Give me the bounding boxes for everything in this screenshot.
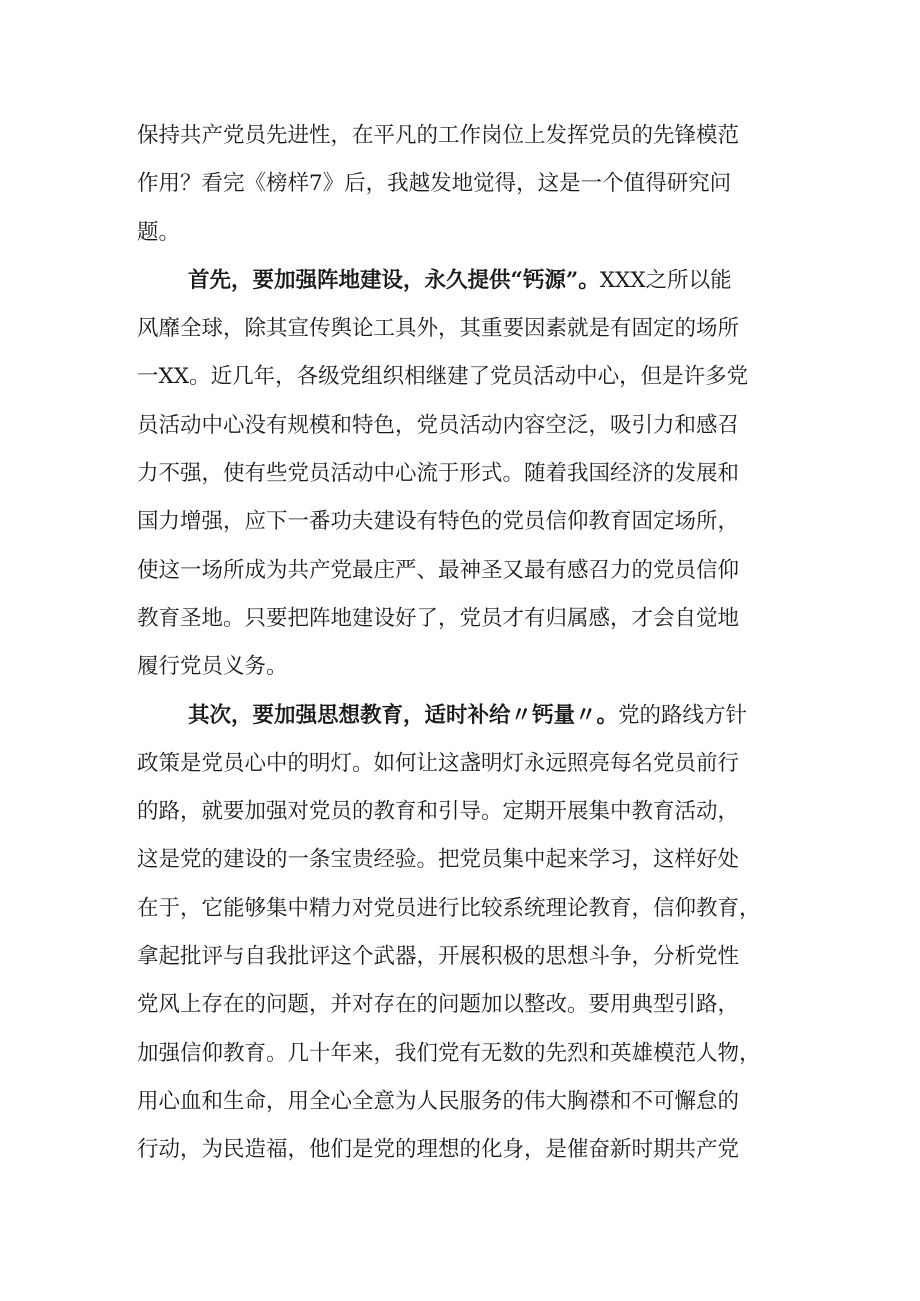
text-line — [137, 1078, 797, 1126]
paragraph-second-line-7: 党风上存在的问题，并对存在的问题加以整改。要用典型引路， — [137, 992, 740, 1018]
text-line — [137, 933, 797, 981]
paragraph-intro-line-3: 题。 — [137, 219, 181, 245]
text-line — [137, 160, 797, 208]
paragraph-second-line-10: 行动，为民造福，他们是党的理想的化身，是催奋新时期共产党 — [137, 1137, 740, 1163]
paragraph-second-line-2: 政策是党员心中的明灯。如何让这盏明灯永远照亮每名党员前行 — [137, 750, 740, 776]
text-line — [137, 643, 797, 691]
paragraph-second-line-1: 党的路线方针 — [618, 702, 748, 728]
text-line — [137, 257, 797, 305]
text-line — [137, 353, 797, 401]
paragraph-intro-line-2: 作用？看完《榜样7》后，我越发地觉得，这是一个值得研究问 — [137, 171, 732, 197]
paragraph-second-line-4: 这是党的建设的一条宝贵经验。把党员集中起来学习，这样好处 — [137, 847, 740, 873]
paragraph-first-line-9: 履行党员义务。 — [137, 654, 288, 680]
paragraph-first-line-8: 教育圣地。只要把阵地建设好了，党员才有归属感，才会自觉地 — [137, 605, 740, 631]
document-body — [137, 112, 797, 1175]
text-line — [137, 547, 797, 595]
text-line — [137, 740, 797, 788]
text-line — [137, 402, 797, 450]
paragraph-first-line-7: 使这一场所成为共产党最庄严、最神圣又最有感召力的党员信仰 — [137, 557, 740, 583]
text-line — [137, 836, 797, 884]
text-line — [137, 885, 797, 933]
text-line — [137, 788, 797, 836]
text-line — [137, 450, 797, 498]
text-line — [137, 498, 797, 546]
paragraph-second-line-5: 在于，它能够集中精力对党员进行比较系统理论教育，信仰教育， — [137, 895, 761, 921]
paragraph-first-line-4: 员活动中心没有规模和特色，党员活动内容空泛，吸引力和感召 — [137, 412, 740, 438]
text-line — [137, 981, 797, 1029]
text-line — [137, 595, 797, 643]
paragraph-second-line-6: 拿起批评与自我批评这个武器，开展积极的思想斗争，分析党性 — [137, 944, 740, 970]
text-line — [137, 1126, 797, 1174]
text-line — [137, 692, 797, 740]
paragraph-second-line-9: 用心血和生命，用全心全意为人民服务的伟大胸襟和不可懈怠的 — [137, 1088, 740, 1114]
paragraph-first-line-3: 一XX。近几年，各级党组织相继建了党员活动中心，但是许多党 — [137, 364, 749, 390]
text-line — [137, 112, 797, 160]
paragraph-first-line-1: XXX之所以能 — [599, 267, 732, 293]
paragraph-first-line-6: 国力增强，应下一番功夫建设有特色的党员信仰教育固定场所， — [137, 509, 740, 535]
text-line — [137, 1030, 797, 1078]
text-line — [137, 305, 797, 353]
paragraph-intro-line-1: 保持共产党员先进性，在平凡的工作岗位上发挥党员的先锋模范 — [137, 123, 740, 148]
paragraph-second-line-8: 加强信仰教育。几十年来，我们党有无数的先烈和英雄模范人物， — [137, 1040, 761, 1066]
paragraph-second-line-3: 的路，就要加强对党员的教育和引导。定期开展集中教育活动， — [137, 799, 740, 825]
text-line — [137, 209, 797, 257]
paragraph-first-line-5: 力不强，使有些党员活动中心流于形式。随着我国经济的发展和 — [137, 461, 740, 487]
paragraph-first-heading: 首先，要加强阵地建设，永久提供“钙源”。 — [188, 267, 600, 293]
paragraph-second-heading: 其次，要加强思想教育，适时补给〃钙量〃。 — [188, 702, 619, 728]
paragraph-first-line-2: 风靡全球，除其宣传舆论工具外，其重要因素就是有固定的场所 — [137, 316, 740, 342]
